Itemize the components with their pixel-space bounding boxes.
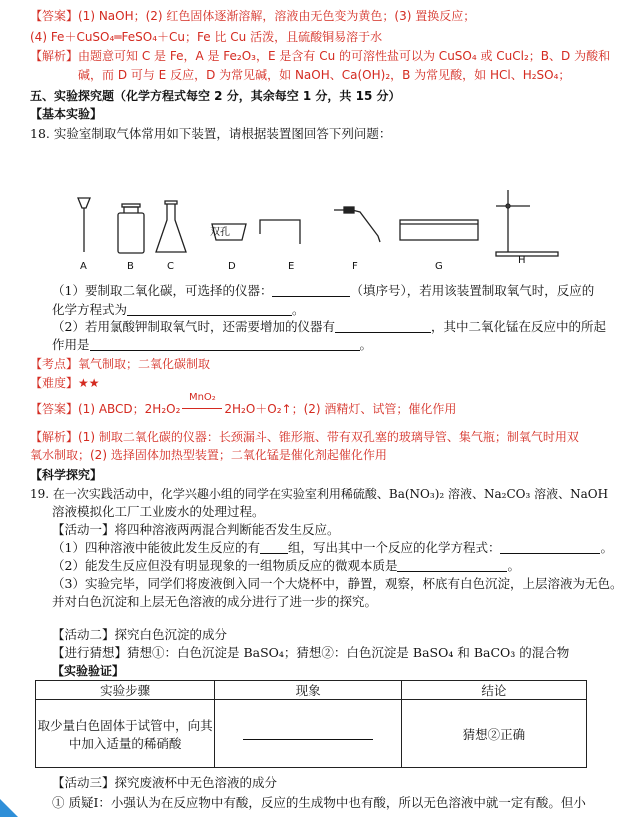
q18-stem: 18. 实验室制取气体常用如下装置，请根据装置图回答下列问题：	[30, 126, 392, 141]
science-inquiry-heading: 【科学探究】	[30, 468, 103, 482]
table-header-steps: 实验步骤	[36, 681, 215, 700]
guess-line: 【进行猜想】猜想①：白色沉淀是 BaSO₄；猜想②：白色沉淀是 BaSO₄ 和 BaCO₃ 的混合物	[52, 645, 570, 660]
bent-tube-e	[260, 220, 300, 244]
iron-stand-h	[496, 190, 558, 256]
d-stopper-label: 双孔	[210, 227, 230, 238]
apparatus-figure	[60, 180, 580, 278]
label-f: F	[352, 261, 358, 272]
catalyst-label: MnO₂	[188, 392, 216, 403]
activity-one: 【活动一】将四种溶液两两混合判断能否发生反应。	[52, 522, 340, 537]
answer-blank-reaction[interactable]	[500, 553, 600, 554]
label-c: C	[167, 261, 174, 272]
gas-bottle-b	[118, 204, 144, 253]
q19-part1: （1）四种溶液中能彼此发生反应的有 组，写出其中一个反应的化学方程式： 。	[52, 540, 613, 555]
q18-difficulty: 【难度】★★	[30, 376, 100, 390]
q18-analysis: 【解析】(1) 制取二氧化碳的仪器：长颈漏斗、锥形瓶、带有双孔塞的玻璃导管、集气瓶；制氧气时用双	[30, 430, 579, 444]
q18-part1: （1）要制取二氧化碳，可选择的仪器： （填序号），若用该装置制取氧气时，反应的	[52, 283, 595, 298]
basic-experiment-heading: 【基本实验】	[30, 107, 103, 121]
water-trough-g	[400, 220, 478, 240]
q19-stem-line2: 溶液模拟化工厂工业废水的处理过程。	[52, 504, 265, 519]
answer-blank-role[interactable]	[90, 350, 360, 351]
label-h: H	[518, 255, 526, 266]
page-corner-icon	[0, 791, 26, 817]
q19-part3-line2: 并对白色沉淀和上层无色溶液的成分进行了进一步的探究。	[52, 594, 378, 609]
experiment-table	[35, 680, 587, 768]
conical-flask-c	[156, 201, 186, 252]
activity-three: 【活动三】探究废液杯中无色溶液的成分	[52, 775, 278, 790]
q18-analysis-line2: 氧水制取；(2) 选择固体加热型装置；二氧化锰是催化剂起催化作用	[30, 448, 387, 462]
answer-blank-equation[interactable]	[127, 315, 292, 316]
answer-blank-phenomenon	[243, 739, 373, 740]
q17-analysis: 【解析】由题意可知 C 是 Fe，A 是 Fe₂O₃，E 是含有 Cu 的可溶性盐可以为 CuSO₄ 或 CuCl₂；B、D 为酸和	[30, 49, 611, 63]
q17-answer: 【答案】(1) NaOH；(2) 红色固体逐渐溶解，溶液由无色变为黄色；(3) 置换反应；	[30, 9, 476, 23]
q19-part2: （2）能发生反应但没有明显现象的一组物质反应的微观本质是 。	[52, 558, 520, 573]
answer-blank-essence[interactable]	[397, 571, 507, 572]
label-g: G	[435, 261, 443, 272]
doubt-line: ① 质疑Ⅰ：小强认为在反应物中有酸，反应的生成物中也有酸，所以无色溶液中就一定有酸。但小	[52, 795, 586, 810]
q18-point: 【考点】氧气制取；二氧化碳制取	[30, 357, 211, 371]
label-b: B	[127, 261, 134, 272]
glass-tube-f	[334, 207, 380, 242]
label-a: A	[80, 261, 87, 272]
table-cell-step: 取少量白色固体于试管中，向其 中加入适量的稀硝酸	[36, 700, 215, 768]
q19-stem: 19. 在一次实践活动中，化学兴趣小组的同学在实验室利用稀硫酸、Ba(NO₃)₂ 溶液、Na₂CO₃ 溶液、NaOH	[30, 487, 609, 501]
q17-analysis-line2: 碱，而 D 可与 E 反应，D 为常见碱，如 NaOH、Ca(OH)₂，B 为常见酸，如 HCl、H₂SO₄；	[78, 68, 571, 82]
q18-part2-role: 作用是 。	[52, 337, 373, 352]
verification-heading: 【实验验证】	[52, 664, 125, 678]
q17-answer-line2: (4) Fe＋CuSO₄═FeSO₄＋Cu；Fe 比 Cu 活泼，且硫酸铜易溶于水	[30, 30, 383, 44]
answer-blank-groups[interactable]	[260, 553, 288, 554]
table-cell-phenomenon[interactable]	[215, 700, 401, 768]
table-cell-conclusion: 猜想②正确	[401, 700, 586, 768]
table-header-conclusion: 结论	[401, 681, 586, 700]
label-d: D	[228, 261, 236, 272]
answer-blank-instruments[interactable]	[335, 332, 431, 333]
q18-part2: （2）若用氯酸钾制取氧气时，还需要增加的仪器有 ，其中二氧化锰在反应中的所起	[52, 319, 606, 334]
label-e: E	[288, 261, 295, 272]
activity-two: 【活动二】探究白色沉淀的成分	[52, 627, 228, 642]
table-header-phenomenon: 现象	[215, 681, 401, 700]
answer-blank-apparatus[interactable]	[272, 296, 350, 297]
q18-answer: 【答案】(1) ABCD；2H₂O₂ MnO₂ 2H₂O＋O₂↑；(2) 酒精灯、试管；催化作用	[30, 392, 457, 416]
section-title: 五、实验探究题（化学方程式每空 2 分，其余每空 1 分，共 15 分）	[30, 89, 401, 103]
q19-part3: （3）实验完毕，同学们将废液倒入同一个大烧杯中，静置，观察，杯底有白色沉淀，上层溶液为无色。	[52, 576, 622, 591]
funnel-apparatus-a	[78, 198, 90, 252]
q18-part1-equation: 化学方程式为 。	[52, 302, 305, 317]
